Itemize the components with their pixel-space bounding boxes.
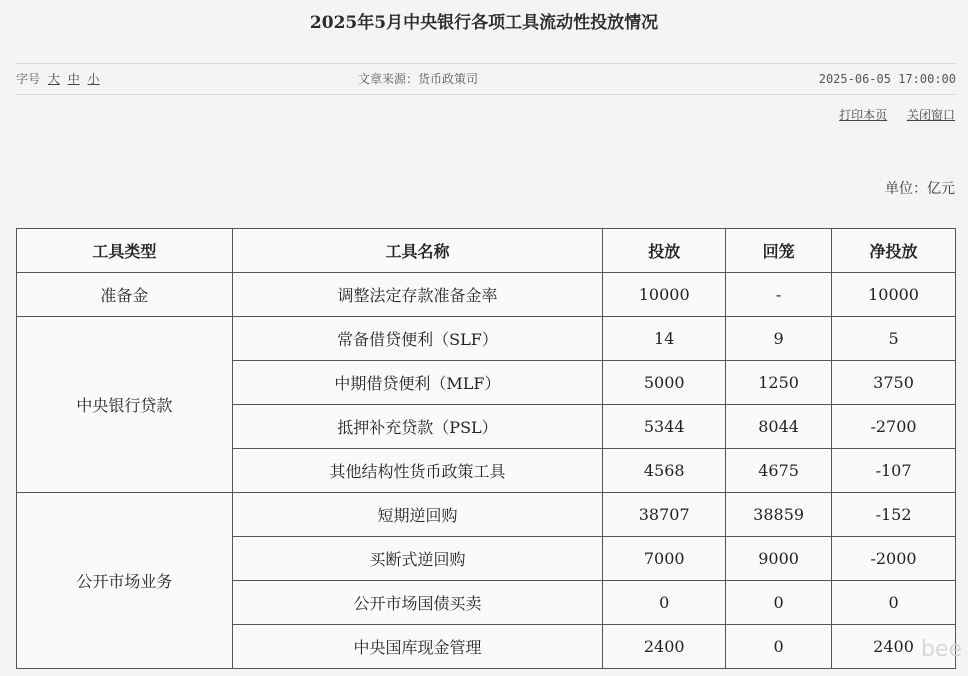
table-row [17,273,956,317]
header-withdrawal: 回笼 [726,229,832,273]
injection-cell: 10000 [603,273,726,317]
net-injection-cell: 2400 [832,625,956,669]
withdrawal-cell: 38859 [726,493,832,537]
unit-label: 单位：亿元 [885,181,955,197]
header-tool-type: 工具类型 [17,229,233,273]
tool-name-cell: 短期逆回购 [232,493,603,537]
font-size-small-link[interactable]: 小 [87,72,100,86]
tool-name-cell: 公开市场国债买卖 [232,581,603,625]
withdrawal-cell: 8044 [726,405,832,449]
tool-name-cell: 其他结构性货币政策工具 [232,449,603,493]
font-size-label: 字号 [16,72,41,86]
net-injection-cell: 10000 [832,273,956,317]
injection-cell: 14 [603,317,726,361]
withdrawal-cell: 4675 [726,449,832,493]
net-injection-cell: -2000 [832,537,956,581]
injection-cell: 5000 [603,361,726,405]
tool-name-cell: 抵押补充贷款（PSL） [232,405,603,449]
table-row [17,493,956,537]
table-header-row [17,229,956,273]
withdrawal-cell: 9 [726,317,832,361]
tool-type-cell: 准备金 [17,273,233,317]
tool-type-cell: 公开市场业务 [17,493,233,669]
withdrawal-cell: 0 [726,625,832,669]
article-meta-bar [16,63,956,95]
injection-cell: 7000 [603,537,726,581]
withdrawal-cell: 9000 [726,537,832,581]
withdrawal-cell: 1250 [726,361,832,405]
net-injection-cell: -107 [832,449,956,493]
net-injection-cell: -2700 [832,405,956,449]
page-title: 2025年5月中央银行各项工具流动性投放情况 [309,13,659,33]
net-injection-cell: 5 [832,317,956,361]
tool-type-cell: 中央银行贷款 [17,317,233,493]
tool-name-cell: 调整法定存款准备金率 [232,273,603,317]
net-injection-cell: -152 [832,493,956,537]
table-row [17,317,956,361]
injection-cell: 2400 [603,625,726,669]
liquidity-table [16,228,956,669]
header-injection: 投放 [603,229,726,273]
injection-cell: 0 [603,581,726,625]
font-size-controls [16,64,100,94]
tool-name-cell: 常备借贷便利（SLF） [232,317,603,361]
injection-cell: 4568 [603,449,726,493]
publish-datetime: 2025-06-05 17:00:00 [818,72,956,86]
watermark-logo: bee [920,637,962,662]
injection-cell: 5344 [603,405,726,449]
tool-name-cell: 买断式逆回购 [232,537,603,581]
injection-cell: 38707 [603,493,726,537]
article-source: 文章来源：货币政策司 [358,72,479,86]
header-tool-name: 工具名称 [232,229,603,273]
net-injection-cell: 3750 [832,361,956,405]
net-injection-cell: 0 [832,581,956,625]
font-size-medium-link[interactable]: 中 [67,72,80,86]
close-window-link[interactable]: 关闭窗口 [906,108,955,122]
font-size-large-link[interactable]: 大 [47,72,60,86]
tool-name-cell: 中期借贷便利（MLF） [232,361,603,405]
page-actions [823,106,955,123]
withdrawal-cell: - [726,273,832,317]
print-page-link[interactable]: 打印本页 [839,108,888,122]
tool-name-cell: 中央国库现金管理 [232,625,603,669]
header-net-injection: 净投放 [832,229,956,273]
withdrawal-cell: 0 [726,581,832,625]
